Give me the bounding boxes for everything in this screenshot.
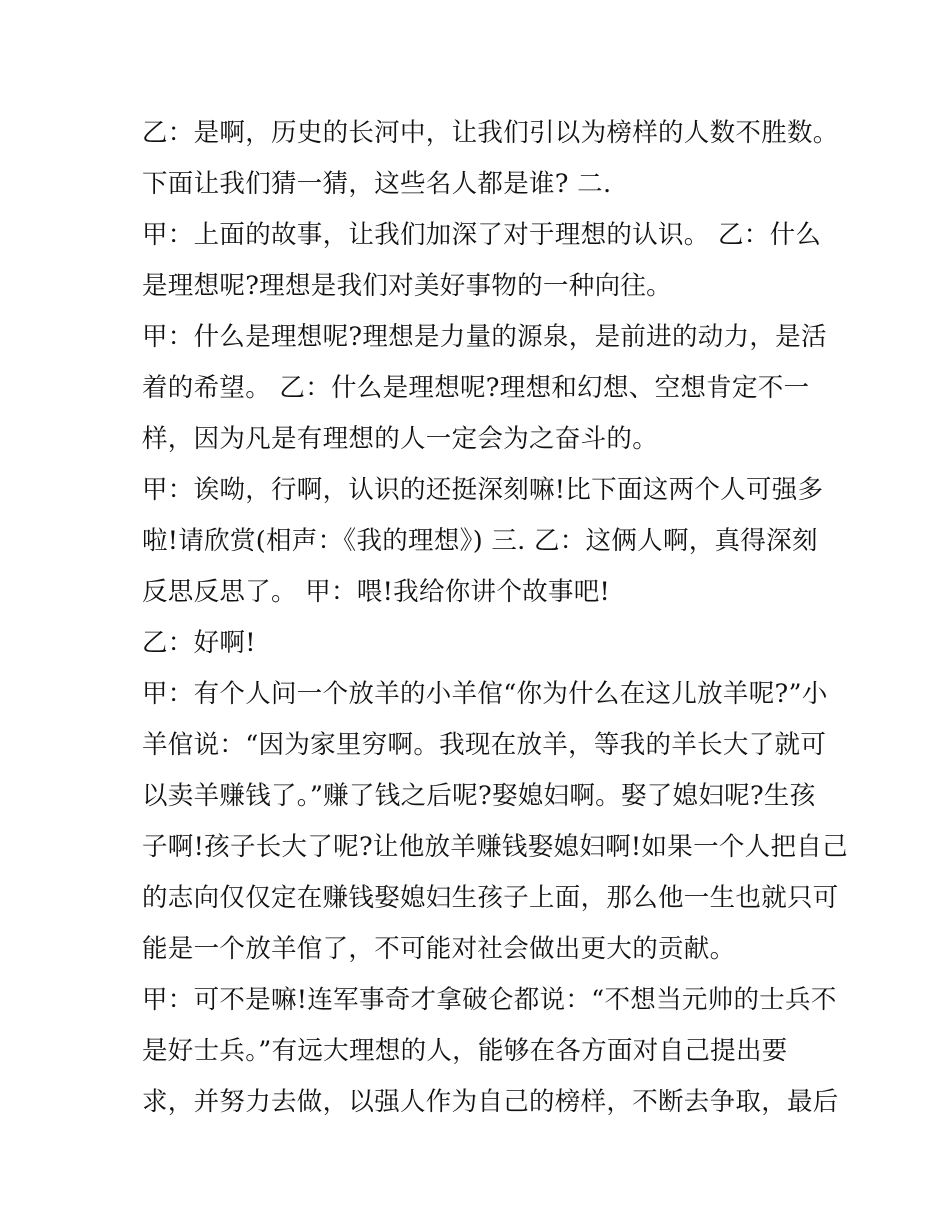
text-line: 反思反思了。 甲：喂!我给你讲个故事吧! bbox=[142, 577, 611, 607]
text-line: 甲：上面的故事，让我们加深了对于理想的认识。 乙：什么 bbox=[142, 220, 822, 250]
text-line: 是理想呢?理想是我们对美好事物的一种向往。 bbox=[142, 271, 672, 301]
text-line: 以卖羊赚钱了。”赚了钱之后呢?娶媳妇啊。娶了媳妇呢?生孩 bbox=[142, 781, 816, 811]
text-line: 是好士兵。”有远大理想的人，能够在各方面对自己提出要 bbox=[142, 1036, 788, 1066]
text-line: 乙：是啊，历史的长河中，让我们引以为榜样的人数不胜数。 bbox=[142, 118, 839, 148]
text-line: 的志向仅仅定在赚钱娶媳妇生孩子上面，那么他一生也就只可 bbox=[142, 883, 839, 913]
text-line: 求，并努力去做，以强人作为自己的榜样，不断去争取，最后 bbox=[142, 1087, 839, 1117]
text-line: 啦!请欣赏(相声：《我的理想》) 三. 乙：这俩人啊，真得深刻 bbox=[142, 526, 818, 556]
text-line: 甲：有个人问一个放羊的小羊倌“你为什么在这儿放羊呢?”小 bbox=[142, 679, 828, 709]
text-line: 甲：可不是嘛!连军事奇才拿破仑都说：“不想当元帅的士兵不 bbox=[142, 985, 837, 1015]
text-line: 子啊!孩子长大了呢?让他放羊赚钱娶媳妇啊!如果一个人把自己 bbox=[142, 832, 848, 862]
text-line: 甲：诶呦，行啊，认识的还挺深刻嘛!比下面这两个人可强多 bbox=[142, 475, 824, 505]
text-line: 羊倌说：“因为家里穷啊。我现在放羊，等我的羊长大了就可 bbox=[142, 730, 827, 760]
text-line: 甲：什么是理想呢?理想是力量的源泉，是前进的动力，是活 bbox=[142, 322, 827, 352]
text-line: 样，因为凡是有理想的人一定会为之奋斗的。 bbox=[142, 424, 659, 454]
text-line: 下面让我们猜一猜，这些名人都是谁? 二. bbox=[142, 169, 612, 199]
dialogue-text bbox=[142, 108, 848, 1128]
text-line: 着的希望。 乙：什么是理想呢?理想和幻想、空想肯定不一 bbox=[142, 373, 810, 403]
text-line: 乙：好啊! bbox=[142, 628, 256, 658]
text-line: 能是一个放羊倌了，不可能对社会做出更大的贡献。 bbox=[142, 934, 736, 964]
